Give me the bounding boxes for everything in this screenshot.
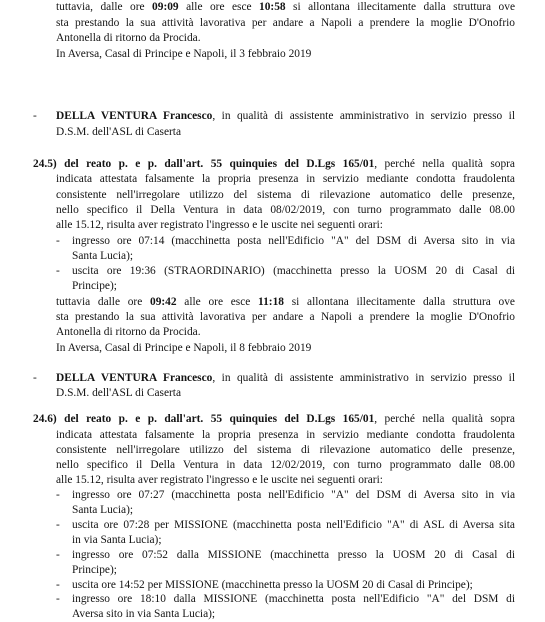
list-item-continuation: Principe);: [72, 280, 117, 292]
text-line: nello specifico il Della Ventura in data 12/02/2019, con turno programmato dalle 08.00: [56, 459, 515, 471]
list-item-continuation: Aversa sito in via Santa Lucia);: [72, 608, 216, 620]
text-line: indicata attestata falsamente la propria presenza in servizio mediante condotta fraudolenta: [56, 173, 515, 185]
dash-marker: -: [33, 372, 37, 384]
defendant-line: DELLA VENTURA Francesco, in qualità di assistente amministrativo in servizio presso il: [56, 372, 515, 384]
list-item: ingresso ore 18:10 dalla MISSIONE (macchinetta posta nell'Edificio "A" del DSM di: [72, 593, 515, 605]
list-item-continuation: Santa Lucia);: [72, 250, 134, 262]
place-date-line: In Aversa, Casal di Principe e Napoli, il 3 febbraio 2019: [56, 48, 312, 60]
text-line: Antonella di ritorno da Procida.: [56, 326, 201, 338]
text-line: consistente nell'irregolare utilizzo del sistema di rilevazione automatico delle presenze,: [56, 444, 515, 456]
bullet-marker: -: [56, 265, 60, 277]
text-line: tuttavia, dalle ore 09:09 alle ore esce 10:58 si allontana illecitamente dalla struttura ove: [56, 1, 516, 13]
list-item-continuation: in via Santa Lucia);: [72, 534, 162, 546]
text-line: Antonella di ritorno da Procida.: [56, 32, 201, 44]
bullet-marker: -: [56, 549, 60, 561]
text-line: tuttavia dalle ore 09:42 alle ore esce 11:18 si allontana illecitamente dalla struttura ove: [56, 296, 515, 308]
charge-heading: 24.6) del reato p. e p. dall'art. 55 quinquies del D.Lgs 165/01, perché nella qualità sopra: [33, 413, 515, 425]
list-item: ingresso ore 07:14 (macchinetta posta nell'Edificio "A" del DSM di Aversa sito in via: [72, 235, 515, 247]
text-line: D.S.M. dell'ASL di Caserta: [56, 387, 182, 399]
list-item: ingresso ore 07:52 dalla MISSIONE (macchinetta presso la UOSM 20 di Casal di: [72, 549, 515, 561]
text-line: alle 15.12, risulta aver registrato l'ingresso e le uscite nei seguenti orari:: [56, 219, 383, 231]
bullet-marker: -: [56, 593, 60, 605]
text-line: consistente nell'irregolare utilizzo del sistema di rilevazione automatico delle presenze,: [56, 189, 515, 201]
text-line: sta prestando la sua attività lavorativa per andare a Napoli a prendere la moglie D'Onofrio: [56, 311, 515, 323]
list-item-continuation: Principe);: [72, 564, 117, 576]
bullet-marker: -: [56, 235, 60, 247]
charge-heading: 24.5) del reato p. e p. dall'art. 55 quinquies del D.Lgs 165/01, perché nella qualità sopra: [33, 158, 515, 170]
dash-marker: -: [33, 110, 37, 122]
text-line: D.S.M. dell'ASL di Caserta: [56, 126, 182, 138]
bullet-marker: -: [56, 579, 60, 591]
list-item: uscita ore 07:28 per MISSIONE (macchinetta posta nell'Edificio "A" di ASL di Aversa sita: [72, 519, 515, 531]
text-line: alle 15.12, risulta aver registrato l'ingresso e le uscite nei seguenti orari:: [56, 474, 383, 486]
list-item: ingresso ore 07:27 (macchinetta posta nell'Edificio "A" del DSM di Aversa sito in via: [72, 489, 515, 501]
defendant-line: DELLA VENTURA Francesco, in qualità di assistente amministrativo in servizio presso il: [56, 110, 515, 122]
place-date-line: In Aversa, Casal di Principe e Napoli, il 8 febbraio 2019: [56, 342, 312, 354]
bullet-marker: -: [56, 519, 60, 531]
bullet-marker: -: [56, 489, 60, 501]
text-line: sta prestando la sua attività lavorativa per andare a Napoli a prendere la moglie D'Onofrio: [56, 17, 515, 29]
list-item-continuation: Santa Lucia);: [72, 504, 134, 516]
list-item: uscita ore 14:52 per MISSIONE (macchinetta presso la UOSM 20 di Casal di Principe);: [72, 579, 473, 591]
list-item: uscita ore 19:36 (STRAORDINARIO) (macchinetta presso la UOSM 20 di Casal di: [72, 265, 515, 277]
text-line: indicata attestata falsamente la propria presenza in servizio mediante condotta fraudolenta: [56, 429, 515, 441]
text-line: nello specifico il Della Ventura in data 08/02/2019, con turno programmato dalle 08.00: [56, 204, 515, 216]
